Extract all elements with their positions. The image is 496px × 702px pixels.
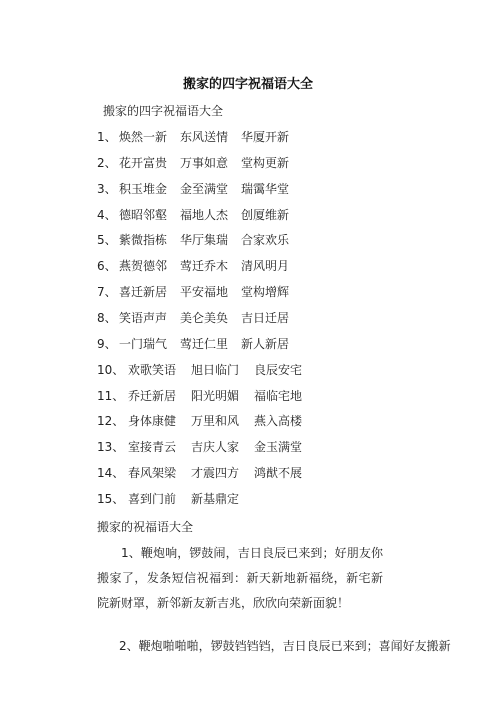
blessing-phrase: 一门瑞气 [119, 336, 168, 351]
wish-paragraph-2: 2、鞭炮啪啪啪，锣鼓铛铛铛，吉日良辰已来到；喜闻好友搬新 [119, 639, 451, 653]
blessing-phrase: 室接青云 [128, 440, 177, 455]
blessing-phrase: 平安福地 [180, 285, 229, 300]
blessing-phrase: 喜迁新居 [119, 285, 168, 300]
blessing-phrase: 莺迁仁里 [180, 336, 229, 351]
blessing-phrase: 乔迁新居 [128, 388, 177, 403]
list-item-number: 3、 [97, 181, 117, 196]
blessing-phrase: 吉日迁居 [241, 310, 290, 325]
blessing-phrase: 身体康健 [128, 414, 177, 429]
list-item [97, 412, 317, 430]
blessing-phrase: 欢歌笑语 [128, 362, 177, 377]
list-item [97, 283, 302, 301]
blessing-phrase: 美仑美奂 [180, 310, 229, 325]
list-item [97, 464, 317, 482]
list-item-number: 6、 [97, 259, 117, 274]
blessing-phrase: 华厅集瑞 [180, 233, 229, 248]
blessing-phrase: 鸿猷不展 [254, 466, 303, 481]
list-item [97, 206, 302, 224]
blessing-phrase: 花开富贵 [119, 155, 168, 170]
list-item-number: 5、 [97, 233, 117, 248]
blessing-phrase: 莺迁乔木 [180, 259, 229, 274]
section-heading: 搬家的四字祝福语大全 [103, 104, 224, 118]
blessing-phrase: 金玉满堂 [254, 440, 303, 455]
list-item-number: 13、 [97, 440, 125, 455]
list-item [97, 128, 302, 146]
blessing-phrase: 堂构增辉 [241, 285, 290, 300]
blessing-phrase: 燕入高楼 [254, 414, 303, 429]
list-item-number: 7、 [97, 285, 117, 300]
blessing-phrase: 才震四方 [191, 466, 240, 481]
list-item [97, 154, 302, 172]
blessing-phrase: 笑语声声 [119, 310, 168, 325]
list-item [97, 180, 302, 198]
blessing-phrase: 燕贺德邻 [119, 259, 168, 274]
list-item [97, 361, 317, 379]
blessing-phrase: 金至满堂 [180, 181, 229, 196]
blessing-phrase: 创厦维新 [241, 207, 290, 222]
section-heading-2: 搬家的祝福语大全 [97, 520, 194, 534]
blessing-phrase: 福地人杰 [180, 207, 229, 222]
list-item [97, 387, 317, 405]
wish-paragraph-1: 1、鞭炮响，锣鼓闹，吉日良辰已来到；好朋友你搬家了，发条短信祝福到：新天新地新福绕，新宅新院新财罩，新邻新友新吉兆，欣欣向荣新面貌！ [97, 546, 383, 610]
list-item [97, 257, 302, 275]
blessing-phrase: 合家欢乐 [241, 233, 290, 248]
blessing-phrase: 华厦开新 [241, 130, 290, 144]
list-item-number: 2、 [97, 155, 117, 170]
blessing-phrase: 福临宅地 [254, 388, 303, 403]
list-item-number: 11、 [97, 388, 125, 403]
list-item [97, 490, 254, 508]
blessing-phrase: 焕然一新 [119, 130, 168, 144]
list-item-number: 1、 [97, 130, 117, 144]
blessing-phrase: 东风送情 [180, 130, 229, 144]
list-item [97, 438, 317, 456]
blessing-phrase: 良辰安宅 [254, 362, 303, 377]
list-item [97, 335, 302, 353]
list-item-number: 14、 [97, 466, 125, 481]
blessing-phrase: 积玉堆金 [119, 181, 168, 196]
blessing-phrase: 紫微指栋 [119, 233, 168, 248]
blessing-phrase: 新人新居 [241, 336, 290, 351]
blessing-phrase: 阳光明媚 [191, 388, 240, 403]
list-item-number: 8、 [97, 310, 117, 325]
list-item-number: 9、 [97, 336, 117, 351]
list-item-number: 12、 [97, 414, 125, 429]
document-title: 搬家的四字祝福语大全 [182, 77, 313, 92]
blessing-phrase: 万事如意 [180, 155, 229, 170]
blessing-phrase: 堂构更新 [241, 155, 290, 170]
blessing-phrase: 喜到门前 [128, 491, 177, 506]
list-item-number: 15、 [97, 491, 125, 506]
blessing-phrase: 万里和风 [191, 414, 240, 429]
list-item [97, 309, 302, 327]
blessing-phrase: 德昭邻壑 [119, 207, 168, 222]
blessing-phrase: 清风明月 [241, 259, 290, 274]
list-item-number: 4、 [97, 207, 117, 222]
list-item [97, 231, 302, 249]
blessing-phrase: 吉庆人家 [191, 440, 240, 455]
blessing-phrase: 新基鼎定 [191, 491, 240, 506]
blessing-phrase: 春风架梁 [128, 466, 177, 481]
list-item-number: 10、 [97, 362, 125, 377]
blessing-phrase: 瑞霭华堂 [241, 181, 290, 196]
blessing-phrase: 旭日临门 [191, 362, 240, 377]
